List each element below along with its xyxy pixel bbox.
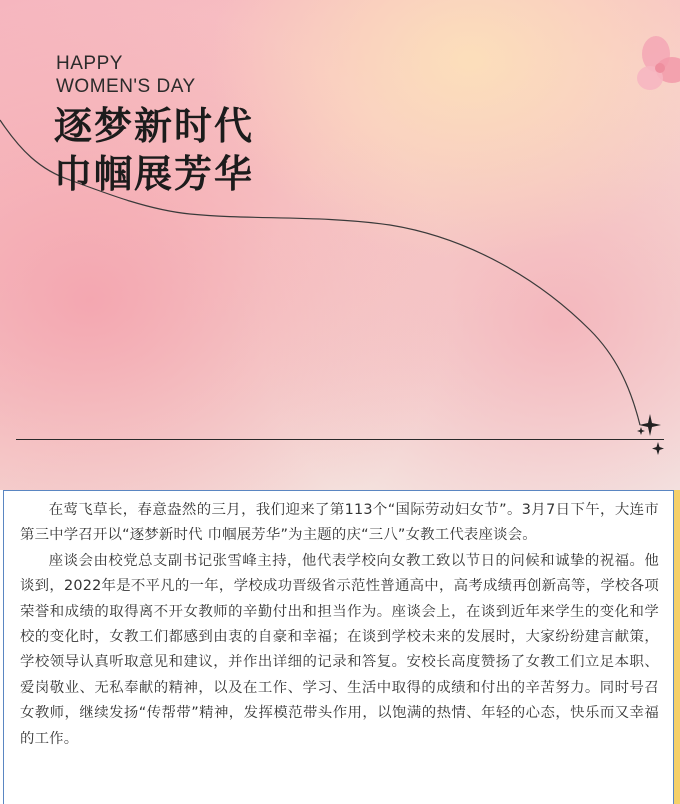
eyebrow-text <box>56 52 196 98</box>
eyebrow-line-womens-day: WOMEN'S DAY <box>56 76 196 97</box>
sparkle-icon <box>636 412 666 460</box>
title-line-1: 逐梦新时代 <box>54 104 255 148</box>
divider-line <box>16 439 664 440</box>
page-title <box>54 102 254 198</box>
paragraph-intro: 在莺飞草长，春意盎然的三月，我们迎来了第113个“国际劳动妇女节”。3月7日下午，大连市第三中学召开以“逐梦新时代 巾帼展芳华”为主题的庆“三八”女教工代表座谈会。 <box>20 502 659 544</box>
eyebrow-line-happy: HAPPY <box>56 53 123 74</box>
article-body <box>3 490 674 804</box>
title-line-2: 巾帼展芳华 <box>54 152 255 196</box>
side-accent-bar <box>674 490 680 804</box>
flower-petal-icon <box>628 32 680 102</box>
paragraph-main: 座谈会由校党总支副书记张雪峰主持，他代表学校向女教工致以节日的问候和诚挚的祝福。他谈到，2022年是不平凡的一年，学校成功晋级省示范性普通高中，高考成绩再创新高等，学校各项荣誉和成绩的取得离不开女教师的辛勤付出和担当作为。座谈会上，在谈到近年来学生的变化和学校的变化时，女教工们都感到由衷的自豪和幸福；在谈到学校未来的发展时，大家纷纷建言献策，学校领导认真听取意见和建议，并作出详细的记录和答复。安校长高度赞扬了女教工们立足本职、爱岗敬业、无私奉献的精神，以及在工作、学习、生活中取得的成绩和付出的辛苦努力。同时号召女教师，继续发扬“传帮带”精神，发挥模范带头作用，以饱满的热情、年轻的心态，快乐而又幸福的工作。 <box>20 552 659 747</box>
